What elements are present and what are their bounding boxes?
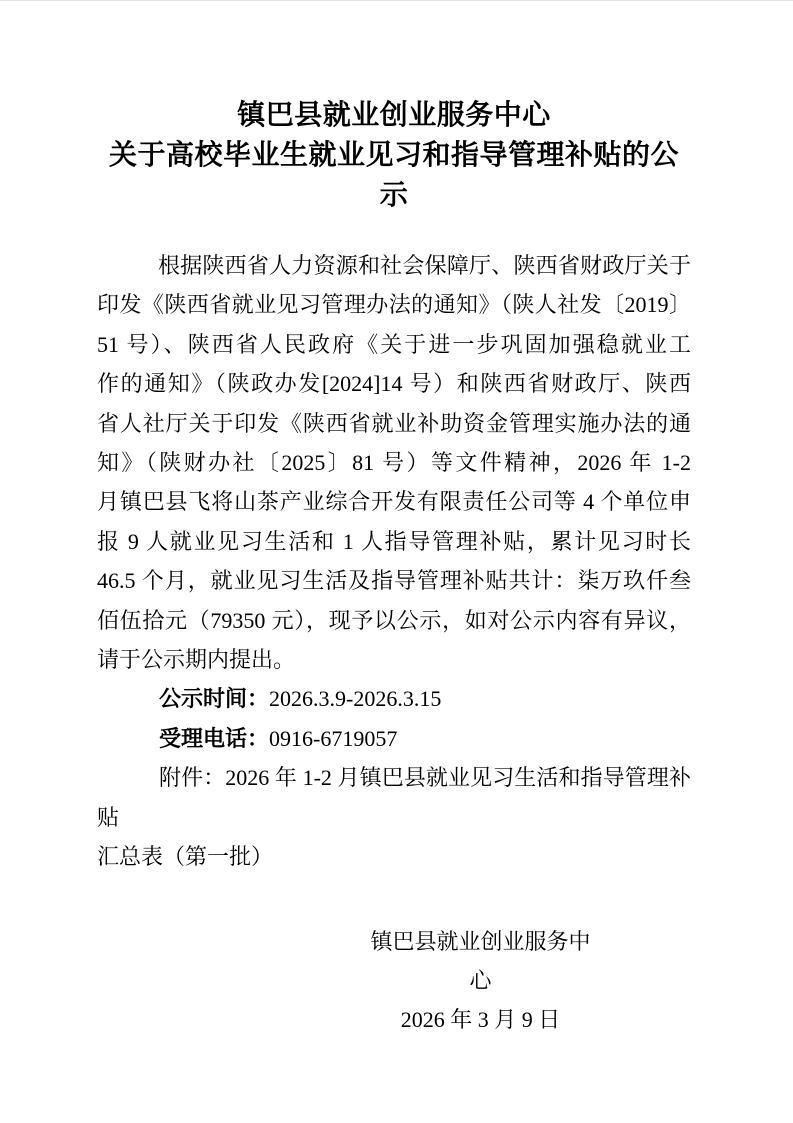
main-paragraph [97,246,691,679]
attachment-note [97,758,691,876]
paragraph-line: 佰伍拾元（79350 元），现予以公示，如对公示内容有异议， [97,607,691,633]
phone-value: 0916-6719057 [269,725,398,751]
paragraph-line: 省人社厅关于印发《陕西省就业补助资金管理实施办法的通 [97,410,691,436]
title-org-line: 镇巴县就业创业服务中心 [237,99,551,130]
paragraph-line: 知》（陕财办社〔2025〕81 号）等文件精神，2026 年 1-2 [97,450,691,476]
paragraph-line: 报 9 人就业见习生活和 1 人指导管理补贴，累计见习时长 [97,528,691,554]
paragraph-line: 46.5 个月，就业见习生活及指导管理补贴共计：柒万玖仟叁 [97,568,691,594]
phone-label: 受理电话： [159,725,270,751]
document-content [97,1,691,1040]
paragraph-line: 印发《陕西省就业见习管理办法的通知》（陕人社发〔2019〕 [97,292,691,318]
publicity-period-line [97,679,691,718]
paragraph-line: 作的通知》（陕政办发[2024]14 号）和陕西省财政厅、陕西 [97,371,691,397]
phone-line [97,719,691,758]
signature-block [363,922,598,1040]
paragraph-line: 请于公示期内提出。 [97,647,296,673]
signature-org: 镇巴县就业创业服务中心 [370,928,591,993]
paragraph-line: 根据陕西省人力资源和社会保障厅、陕西省财政厅关于 [158,253,691,278]
signature-date: 2026 年 3 月 9 日 [400,1007,561,1033]
paragraph-line: 51 号）、陕西省人民政府《关于进一步巩固加强稳就业工 [97,331,691,357]
document-title [97,95,691,215]
paragraph-line: 月镇巴县飞将山茶产业综合开发有限责任公司等 4 个单位申 [97,489,691,515]
attachment-line: 汇总表（第一批） [97,844,274,870]
publicity-period-label: 公示时间： [159,686,270,712]
attachment-line: 附件：2026 年 1-2 月镇巴县就业见习生活和指导管理补贴 [97,765,691,830]
publicity-period-value: 2026.3.9-2026.3.15 [269,686,442,712]
title-subject-line: 关于高校毕业生就业见习和指导管理补贴的公示 [108,139,679,210]
